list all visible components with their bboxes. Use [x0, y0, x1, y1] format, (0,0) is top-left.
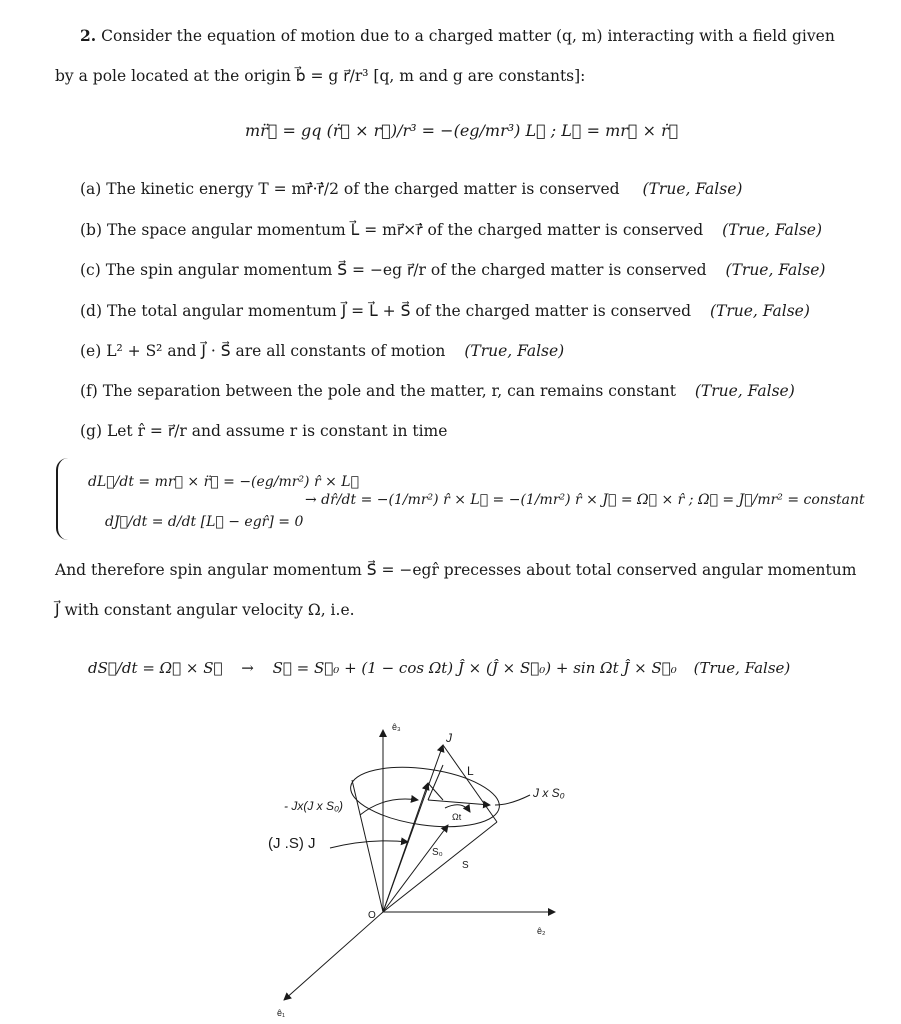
inner-line-1 — [428, 783, 443, 800]
leader-jxs0 — [495, 795, 530, 805]
item-text: The separation between the pole and the matter, r, can remains constant — [102, 382, 676, 400]
item-label: (d) — [80, 302, 103, 320]
leader-jsj — [330, 841, 408, 848]
true-false-choice: (True, False) — [722, 221, 823, 239]
item-text: The spin angular momentum S⃗ = −eg r⃗/r of the charged matter is conserved — [105, 261, 707, 279]
true-false-choice: (True, False) — [642, 180, 743, 198]
j-label: J — [446, 731, 452, 745]
item-label: (a) — [80, 180, 102, 198]
cone-edge-left — [352, 780, 383, 912]
item-label: (b) — [80, 221, 103, 239]
system-rhs: → dr̂/dt = −(1/mr²) r̂ × L⃗ = −(1/mr²) r̂ × J⃗ = Ω⃗ × r̂ ; Ω⃗ = J⃗/mr² = constant — [305, 492, 865, 508]
problem-intro-line2: by a pole located at the origin b⃗ = g r⃗/r³ [q, m and g are constants]: — [55, 67, 586, 85]
final-arrow: → — [241, 659, 254, 677]
item-label: (f) — [80, 382, 98, 400]
omega-arc — [445, 805, 470, 812]
origin-label: O — [368, 910, 376, 921]
problem-number: 2. — [80, 26, 97, 45]
l-line — [443, 745, 497, 822]
final-rhs: S⃗ = S⃗₀ + (1 − cos Ωt) Ĵ × (Ĵ × S⃗₀) + sin Ωt Ĵ × S⃗₀ — [272, 659, 677, 677]
item-text: Let r̂ = r⃗/r and assume r is constant in time — [106, 422, 448, 440]
item-label: (e) — [80, 342, 102, 360]
l-label: L — [467, 764, 474, 778]
omega-t-label: Ωt — [452, 812, 462, 822]
item-text: The kinetic energy T = mṙ⃗·ṙ⃗/2 of the charged matter is conserved — [106, 180, 620, 198]
true-false-choice: (True, False) — [464, 342, 565, 360]
true-false-choice: (True, False) — [709, 302, 810, 320]
s-label: S — [462, 860, 469, 871]
item-label: (g) — [80, 422, 103, 440]
conclusion-line2: J⃗ with constant angular velocity Ω, i.e. — [55, 601, 355, 619]
jxs0-arrow — [428, 800, 490, 805]
s0-vector — [383, 783, 428, 912]
axis-e2-label: ê₂ — [537, 926, 546, 936]
true-false-choice: (True, False) — [694, 382, 795, 400]
system-eq1: dL⃗/dt = mr⃗ × r̈⃗ = −(eg/mr²) r̂ × L⃗ — [88, 474, 359, 490]
axis-e1-label: ê₁ — [277, 1008, 286, 1018]
item-label: (c) — [80, 261, 101, 279]
s0-label: S₀ — [432, 847, 443, 858]
leader-jxjxs0 — [360, 799, 418, 815]
main-equation: mr̈⃗ = gq (ṙ⃗ × r⃗)/r³ = −(eg/mr³) L⃗ ; L⃗ = mr⃗ × ṙ⃗ — [245, 121, 679, 140]
item-text: The space angular momentum L⃗ = mr⃗×ṙ⃗ of the charged matter is conserved — [106, 221, 704, 239]
jxjxs0-label: - Jx(J x S₀) — [284, 799, 344, 813]
jsj-label: (J .S) J — [268, 835, 316, 852]
axis-e1-line — [284, 912, 383, 1000]
jxs0-label: J x S₀ — [533, 786, 565, 800]
item-text: The total angular momentum J⃗ = L⃗ + S⃗ of the charged matter is conserved — [106, 302, 692, 320]
item-text: L² + S² and J⃗ · S⃗ are all constants of motion — [106, 342, 446, 360]
system-eq2: dJ⃗/dt = d/dt [L⃗ − egr̂] = 0 — [105, 514, 304, 530]
conclusion-line1: And therefore spin angular momentum S⃗ = −egr̂ precesses about total conserved angular momentum — [55, 561, 857, 579]
true-false-choice: (True, False) — [725, 261, 826, 279]
true-false-choice: (True, False) — [693, 659, 791, 677]
axis-e3-label: ê₃ — [392, 722, 401, 732]
final-lhs: dS⃗/dt = Ω⃗ × S⃗ — [88, 659, 223, 677]
problem-intro-text: Consider the equation of motion due to a charged matter (q, m) interacting with a field given — [101, 27, 835, 45]
